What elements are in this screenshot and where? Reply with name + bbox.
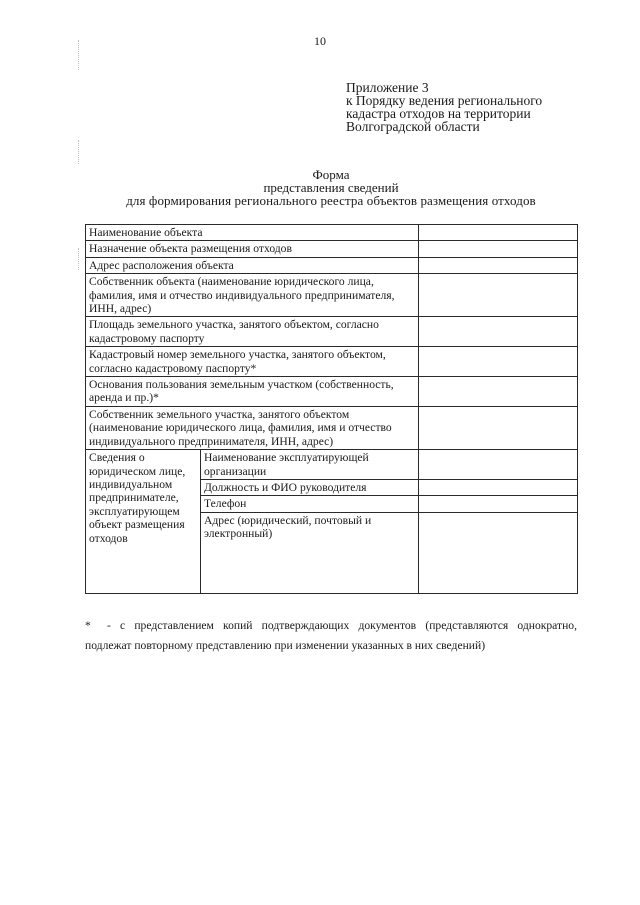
row-label-land-owner: Собственник земельного участка, занятого объектом (наименование юридического лица, фамилия, имя и отчество индивидуального предпринимателя, ИНН, адрес): [86, 406, 419, 449]
table-row: [86, 257, 578, 273]
form-title: Форма: [312, 167, 350, 182]
operator-group-label: Сведения о юридическом лице, индивидуальном предпринимателе, эксплуатирующем объект размещения отходов: [86, 450, 201, 594]
table-row: [86, 241, 578, 257]
row-label-operator-phone: Телефон: [201, 496, 419, 512]
value-cell[interactable]: [419, 317, 578, 347]
footnote-text: - с представлением копий подтверждающих документов (представляются однократно, подлежат повторному представлению при изменении указанных в них сведений): [85, 619, 577, 652]
margin-mark: [78, 248, 81, 270]
value-cell[interactable]: [419, 225, 578, 241]
value-cell[interactable]: [419, 479, 578, 495]
value-cell[interactable]: [419, 377, 578, 407]
table-row: [86, 406, 578, 449]
value-cell[interactable]: [419, 406, 578, 449]
value-cell[interactable]: [419, 496, 578, 512]
value-cell[interactable]: [419, 274, 578, 317]
table-row: [86, 450, 578, 480]
table-row: [86, 347, 578, 377]
appendix-line: к Порядку ведения регионального: [346, 93, 543, 108]
appendix-line: кадастра отходов на территории: [346, 106, 531, 121]
row-label-object-purpose: Назначение объекта размещения отходов: [86, 241, 419, 257]
appendix-line: Приложение 3: [346, 80, 429, 95]
value-cell[interactable]: [419, 512, 578, 593]
page-number: 10: [314, 34, 326, 48]
table-row: [86, 274, 578, 317]
value-cell[interactable]: [419, 257, 578, 273]
value-cell[interactable]: [419, 241, 578, 257]
form-heading: [80, 168, 582, 207]
row-label-operator-head: Должность и ФИО руководителя: [201, 479, 419, 495]
row-label-object-name: Наименование объекта: [86, 225, 419, 241]
appendix-line: Волгоградской области: [346, 119, 480, 134]
row-label-object-address: Адрес расположения объекта: [86, 257, 419, 273]
object-info-form-table: [85, 224, 578, 594]
value-cell[interactable]: [419, 450, 578, 480]
footnote: [85, 616, 577, 656]
row-label-operator-org-name: Наименование эксплуатирующей организации: [201, 450, 419, 480]
row-label-land-area: Площадь земельного участка, занятого объектом, согласно кадастровому паспорту: [86, 317, 419, 347]
footnote-mark: *: [85, 619, 91, 632]
table-row: [86, 225, 578, 241]
row-label-cadastral-number: Кадастровый номер земельного участка, занятого объектом, согласно кадастровому паспорту*: [86, 347, 419, 377]
row-label-object-owner: Собственник объекта (наименование юридического лица, фамилия, имя и отчество индивидуального предпринимателя, ИНН, адрес): [86, 274, 419, 317]
appendix-note: [346, 81, 542, 133]
form-subtitle: представления сведений: [263, 180, 399, 195]
form-subtitle-purpose: для формирования регионального реестра объектов размещения отходов: [126, 193, 536, 208]
row-label-land-use-basis: Основания пользования земельным участком (собственность, аренда и пр.)*: [86, 377, 419, 407]
row-label-operator-address: Адрес (юридический, почтовый и электронный): [201, 512, 419, 593]
value-cell[interactable]: [419, 347, 578, 377]
margin-mark: [78, 140, 81, 164]
table-row: [86, 377, 578, 407]
table-row: [86, 317, 578, 347]
